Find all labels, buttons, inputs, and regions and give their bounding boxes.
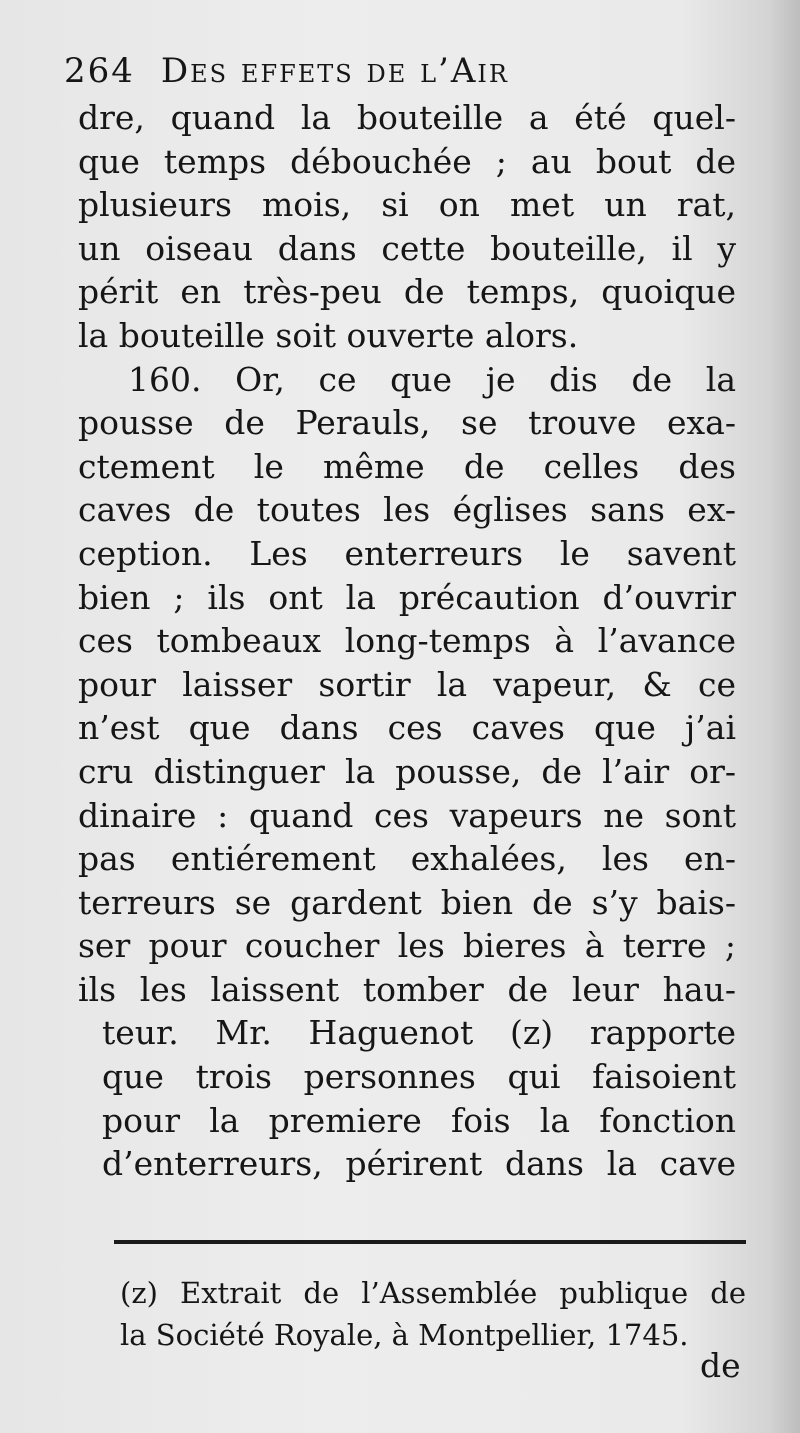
text-line: terreurs se gardent bien de s’y bais- — [78, 882, 736, 922]
text-line: la bouteille soit ouverte alors. — [78, 315, 579, 355]
text-line: que trois personnes qui faisoient — [102, 1057, 736, 1097]
text-line: ctement le même de celles des — [78, 446, 736, 486]
text-line: n’est que dans ces caves que j’ai — [78, 708, 736, 748]
text-line: pour laisser sortir la vapeur, & ce — [78, 664, 736, 704]
text-line: pour la premiere fois la fonction — [102, 1100, 736, 1140]
footnote-line: la Société Royale, à Montpellier, 1745. — [120, 1318, 689, 1352]
running-header — [64, 46, 624, 96]
text-line: ser pour coucher les bieres à terre ; — [78, 926, 736, 966]
text-line: ception. Les enterreurs le savent — [78, 533, 736, 573]
text-line: ces tombeaux long-temps à l’avance — [78, 621, 736, 661]
catchword: de — [700, 1346, 741, 1385]
text-line: dinaire : quand ces vapeurs ne sont — [78, 795, 736, 835]
text-line: dre, quand la bouteille a été quel- — [78, 98, 736, 137]
footnote-divider — [114, 1240, 746, 1244]
text-line: un oiseau dans cette bouteille, il y — [78, 228, 736, 268]
text-line: plusieurs mois, si on met un rat, — [78, 185, 736, 225]
text-line: bien ; ils ont la précaution d’ouvrir — [78, 577, 736, 617]
text-line: caves de toutes les églises sans ex- — [78, 490, 736, 530]
text-line: pousse de Perauls, se trouve exa- — [78, 403, 736, 443]
text-line: d’enterreurs, périrent dans la cave — [102, 1144, 736, 1184]
main-text — [78, 96, 736, 1186]
text-line: cru distinguer la pousse, de l’air or- — [78, 751, 736, 791]
page-number: 264 — [64, 51, 135, 91]
text-line: périt en très-peu de temps, quoique — [78, 272, 736, 312]
text-line: que temps débouchée ; au bout de — [78, 141, 736, 181]
footnote — [120, 1272, 746, 1356]
text-line: ils les laissent tomber de leur hau- — [78, 969, 736, 1009]
text-line: pas entiérement exhalées, les en- — [78, 839, 736, 879]
paragraph-start-line: 160. Or, ce que je dis de la — [128, 359, 736, 399]
running-title: Des effets de l’Air — [160, 51, 509, 91]
footnote-line: (z) Extrait de l’Assemblée publique de — [120, 1276, 746, 1310]
text-line: teur. Mr. Haguenot (z) rapporte — [102, 1013, 736, 1053]
